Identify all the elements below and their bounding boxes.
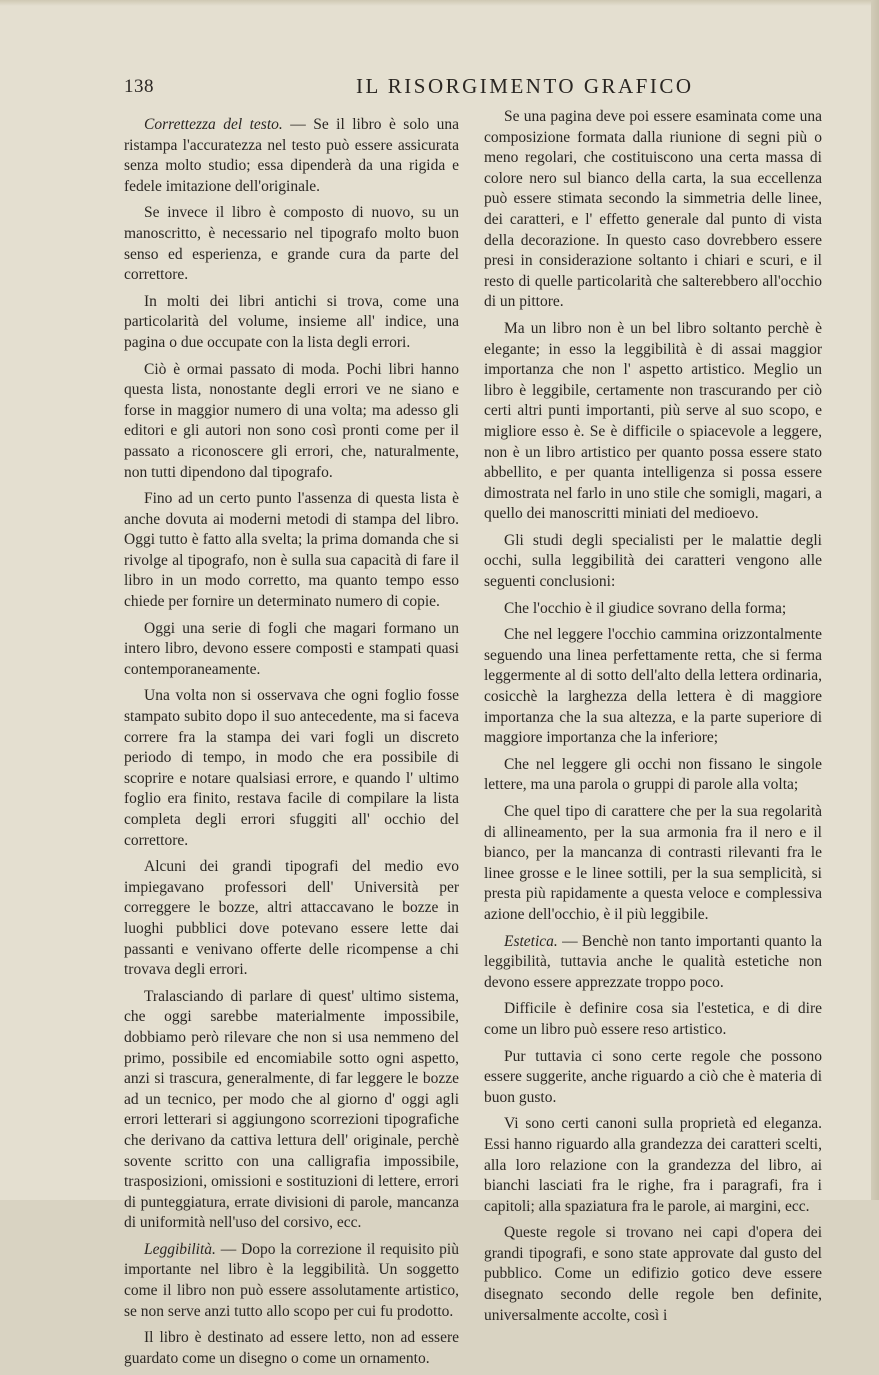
paragraph-text: Pur tuttavia ci sono certe regole che possono essere suggerite, anche riguardo a ciò che è materia di buon gusto. bbox=[484, 1047, 822, 1106]
paragraph-text: Che nel leggere gli occhi non fissano le singole lettere, ma una parola o gruppi di parole alla volta; bbox=[484, 755, 822, 794]
paragraph-text: Se una pagina deve poi essere esaminata come una composizione formata dalla riunione di segni più o meno regolari, che costituiscono una certa massa di colore nero sul bianco della carta, la sua eccellenza può essere stimata secondo la simmetria delle linee, dei caratteri, e l' effetto generale dal punto di vista della decorazione. In questo caso dovrebbero essere presi in considerazione soltanto i chiari e scuri, e il resto di quelle particolarità che salterebbero all'occhio di un pittore. bbox=[484, 108, 822, 311]
paragraph-text: Fino ad un certo punto l'assenza di questa lista è anche dovuta ai moderni metodi di stampa del libro. Oggi tutto è fatto alla svelta; la prima domanda che si rivolge al tipografo, non è sulla sua capacità di fare il libro in un modo corretto, ma quanto tempo esso chiede per fornire un determinato numero di copie. bbox=[124, 490, 459, 611]
paragraph-text: Se invece il libro è composto di nuovo, su un manoscritto, è necessario nel tipografo molto buon senso ed esperienza, e grande cura da parte del correttore. bbox=[124, 204, 459, 284]
paragraph-text: Queste regole si trovano nei capi d'opera dei grandi tipografi, e sono state approvate dal gusto del pubblico. Come un edifizio gotico deve essere disegnato secondo delle regole ben definite, universalmente accolte, così i bbox=[484, 1224, 822, 1324]
paragraph bbox=[484, 625, 822, 749]
paragraph-text: Che quel tipo di carattere che per la sua regolarità di allineamento, per la sua armonia fra il nero e il bianco, per la mancanza di contrasti rilevanti fra le linee grosse e le linee sottili, per la sua semplicità, si presta più rapidamente a questa veloce e complessiva azione dell'occhio, è il più leggibile. bbox=[484, 803, 822, 923]
paragraph-text: Alcuni dei grandi tipografi del medio evo impiegavano professori dell' Università per correggere le bozze, altri attaccavano le bozze in luoghi pubblici dove potevano essere lette dai passanti e venivano offerte delle ricompense a chi trovava degli errori. bbox=[124, 858, 459, 979]
paragraph bbox=[484, 599, 822, 620]
paragraph bbox=[124, 686, 459, 851]
section-heading: Leggibilità. bbox=[144, 1240, 216, 1258]
paragraph bbox=[484, 107, 822, 313]
page-number: 138 bbox=[124, 76, 154, 97]
paragraph-text: — Dopo la correzione il requisito più importante nel libro è la leggibilità. Un soggetto come il libro non può essere assolutamente artistico, se non serve anzi tutto allo scopo per cui fu prodotto. bbox=[124, 1240, 459, 1320]
paragraph-text: In molti dei libri antichi si trova, come una particolarità del volume, insieme all' indice, una pagina o due occupate con la lista degli errori. bbox=[124, 292, 459, 351]
paragraph bbox=[124, 857, 459, 981]
paragraph-text: Che nel leggere l'occhio cammina orizzontalmente seguendo una linea perfettamente retta, che si ferma leggermente al di sotto dell'alto della lettera ordinaria, cosicchè la larghezza della lettera è di maggiore importanza che la sua altezza, e la parte superiore di maggiore importanza che la inferiore; bbox=[484, 626, 822, 747]
page-header bbox=[124, 74, 834, 104]
paragraph-text: Vi sono certi canoni sulla proprietà ed eleganza. Essi hanno riguardo alla grandezza dei caratteri scelti, alla loro relazione con la grandezza del libro, ai bianchi lasciati fra le righe, fra i paragrafi, fra i capitoli; alla spaziatura fra le parole, ai margini, ecc. bbox=[484, 1115, 822, 1215]
paragraph bbox=[484, 319, 822, 525]
right-text-column bbox=[484, 107, 822, 1332]
paragraph bbox=[124, 203, 459, 285]
paragraph-text: Il libro è destinato ad essere letto, non ad essere guardato come un disegno o come un ornamento. bbox=[124, 1329, 459, 1367]
paragraph bbox=[484, 802, 822, 926]
paragraph bbox=[484, 932, 822, 994]
section-heading: Estetica. bbox=[504, 932, 558, 950]
paragraph-text: Tralasciando di parlare di quest' ultimo sistema, che oggi sarebbe materialmente impossibile, dobbiamo però rilevare che non si usa nemmeno del primo, possibile ed encomiabile sotto ogni aspetto, anzi si trascura, generalmente, di far leggere le bozze ad un tecnico, per modo che al giorno d' oggi agli errori letterari si aggiungono scorrezioni tipografiche che derivano da cattiva lettura dell' originale, perchè sovente scritto con una calligrafia impossibile, trasposizioni, omissioni e sostituzioni di lettere, errori di punteggiatura, errate divisioni di parole, mancanza di uniformità nell'uso del corsivo, ecc. bbox=[124, 987, 459, 1232]
paragraph bbox=[484, 1223, 822, 1326]
paragraph-text: Difficile è definire cosa sia l'estetica, e di dire come un libro può essere reso artistico. bbox=[484, 1000, 822, 1038]
paragraph-text: Ciò è ormai passato di moda. Pochi libri hanno questa lista, nonostante degli errori ve ne siano e forse in maggior numero di una volta; ma adesso gli editori e gli autori non sono così pronti come per il passato a riconoscere gli errori, che, naturalmente, non tutti dipendono dal tipografo. bbox=[124, 360, 459, 481]
paragraph bbox=[124, 360, 459, 484]
paragraph-text: Che l'occhio è il giudice sovrano della forma; bbox=[504, 599, 787, 617]
paragraph bbox=[484, 999, 822, 1040]
paragraph-text: Oggi una serie di fogli che magari formano un intero libro, devono essere composti e stampati quasi contemporaneamente. bbox=[124, 619, 459, 678]
section-heading: Correttezza del testo. bbox=[144, 116, 283, 133]
paragraph bbox=[124, 619, 459, 681]
paragraph-text: Gli studi degli specialisti per le malattie degli occhi, sulla leggibilità dei caratteri vengono alle seguenti conclusioni: bbox=[484, 531, 822, 591]
paragraph bbox=[124, 489, 459, 613]
paragraph-text: Una volta non si osservava che ogni foglio fosse stampato subito dopo il suo antecedente, ma si faceva correre fra la stampa dei vari fogli un discreto periodo di tempo, in modo che era possibile di scoprire e notare qualsiasi errore, e quando l' ultimo foglio era finito, restava facile di compilare la lista completa degli errori sfuggiti all' occhio del correttore. bbox=[124, 687, 459, 849]
paragraph bbox=[124, 1240, 459, 1322]
paragraph bbox=[484, 1047, 822, 1109]
paragraph-text: — Benchè non tanto importanti quanto la leggibilità, tuttavia anche le qualità estetiche non devono essere apprezzate troppo poco. bbox=[484, 932, 822, 991]
paragraph-text: Ma un libro non è un bel libro soltanto perchè è elegante; in esso la leggibilità è di assai maggior importanza che non l' aspetto artistico. Meglio un libro è leggibile, certamente non trascurando per ciò certi altri punti importanti, più serve al suo scopo, e migliore esso è. Se è difficile o spiacevole a leggere, non è un libro artistico per quanto possa essere stato abbellito, e per quanta intelligenza si possa essere dimostrata nel farlo in uno stile che somigli, magari, a quello dei manoscritti miniati del medioevo. bbox=[484, 319, 822, 523]
paragraph bbox=[484, 531, 822, 593]
paragraph bbox=[124, 115, 459, 197]
paragraph-text: — Se il libro è solo una ristampa l'accuratezza nel testo può essere assicurata senza molto studio; essa dipenderà da una rigida e fedele imitazione dell'originale. bbox=[124, 116, 459, 195]
paragraph bbox=[484, 1114, 822, 1217]
paragraph bbox=[124, 987, 459, 1234]
paragraph bbox=[124, 292, 459, 354]
running-head: IL RISORGIMENTO GRAFICO bbox=[356, 74, 694, 98]
left-text-column bbox=[124, 115, 459, 1375]
paragraph bbox=[484, 755, 822, 796]
paragraph bbox=[124, 1328, 459, 1369]
